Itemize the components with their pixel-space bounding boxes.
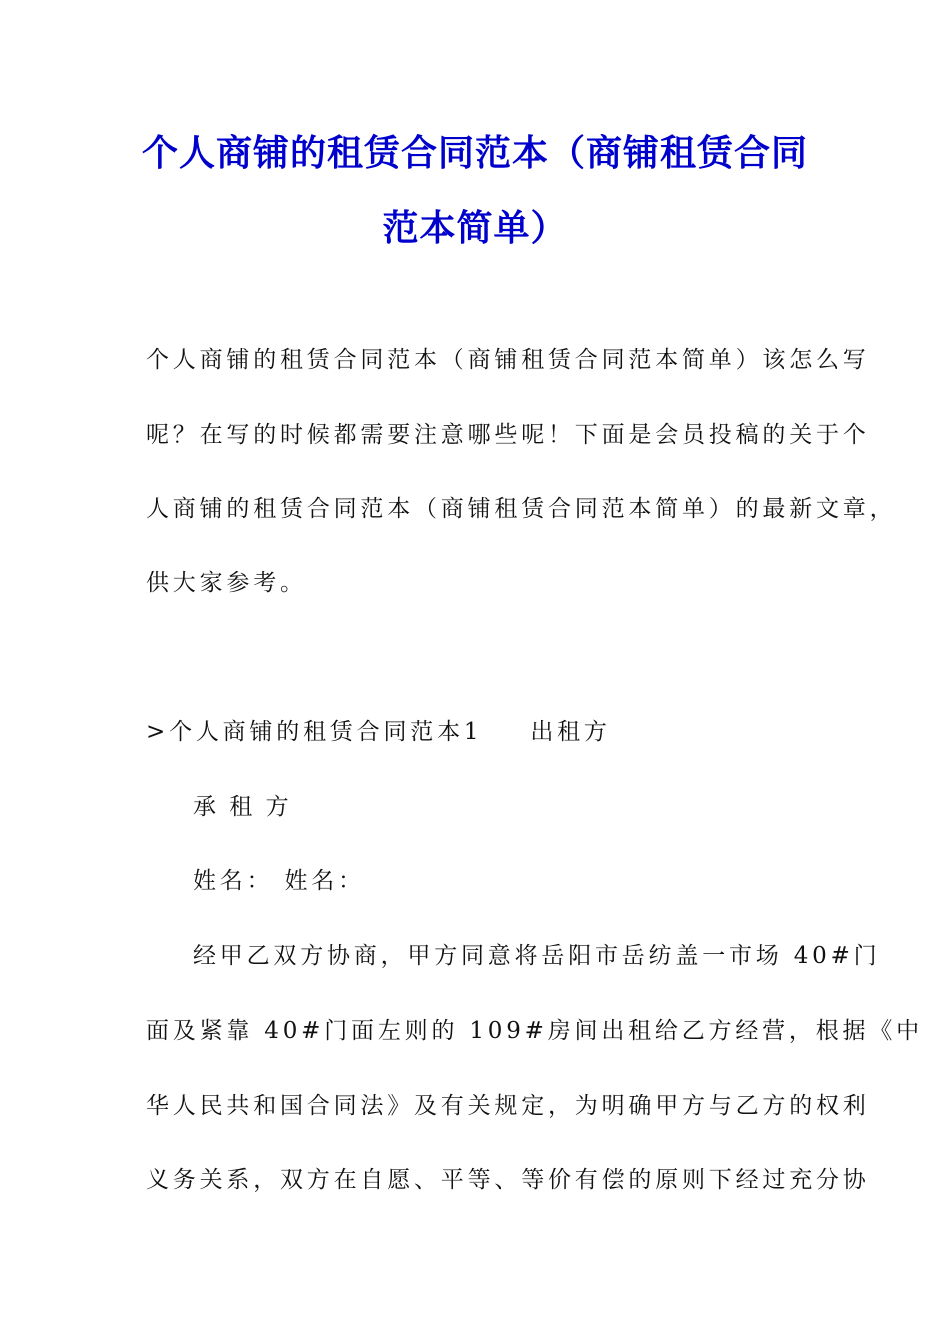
lessee-label: 承 租 方	[193, 794, 292, 820]
section-heading: >个人商铺的租赁合同范本1	[146, 719, 483, 745]
body-line-4: 义务关系，双方在自愿、平等、等价有偿的原则下经过充分协	[146, 1167, 870, 1193]
body-line-3: 华人民共和国合同法》及有关规定，为明确甲方与乙方的权利	[146, 1093, 870, 1119]
document-title-line-2: 范本简单）	[382, 208, 568, 249]
intro-line-4: 供大家参考。	[146, 570, 307, 596]
names-line: 姓名： 姓名：	[193, 868, 365, 894]
intro-line-2: 呢？在写的时候都需要注意哪些呢！下面是会员投稿的关于个	[146, 422, 870, 448]
body-line-1: 经甲乙双方协商，甲方同意将岳阳市岳纺盖一市场 40#门	[193, 943, 881, 969]
document-title-line-1: 个人商铺的租赁合同范本（商铺租赁合同	[141, 133, 808, 174]
body-line-2: 面及紧靠 40#门面左则的 109#房间出租给乙方经营，根据《中	[146, 1018, 923, 1044]
section-heading-line	[146, 717, 611, 747]
lessor-label: 出租方	[530, 719, 611, 745]
intro-line-1: 个人商铺的租赁合同范本（商铺租赁合同范本简单）该怎么写	[146, 347, 870, 373]
intro-line-3: 人商铺的租赁合同范本（商铺租赁合同范本简单）的最新文章，	[146, 496, 897, 522]
